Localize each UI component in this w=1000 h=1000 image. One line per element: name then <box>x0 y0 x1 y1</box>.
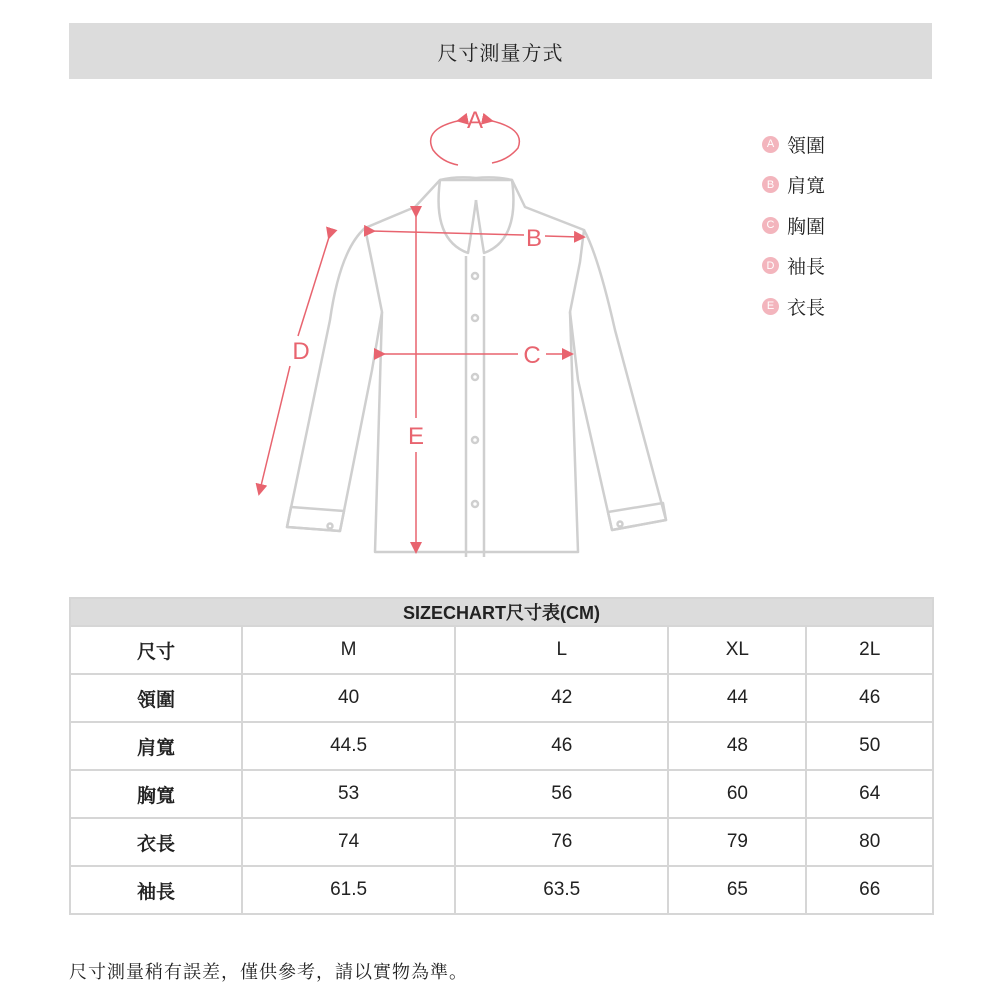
legend-item <box>762 124 825 165</box>
row-label: 肩寬 <box>70 722 242 770</box>
table-cell: 74 <box>242 818 455 866</box>
shirt-measurement-diagram <box>0 80 1000 590</box>
badge-icon: C <box>762 217 779 234</box>
table-cell: 66 <box>806 866 933 914</box>
table-cell: 56 <box>455 770 668 818</box>
label-d: D <box>292 338 310 365</box>
table-cell: 53 <box>242 770 455 818</box>
legend-label: 肩寬 <box>787 175 826 198</box>
row-label: 胸寬 <box>70 770 242 818</box>
table-cell: 80 <box>806 818 933 866</box>
legend-label: 領圍 <box>787 134 826 157</box>
table-cell: 61.5 <box>242 866 455 914</box>
legend-label: 袖長 <box>787 256 826 279</box>
badge-icon: E <box>762 298 779 315</box>
table-cell: 79 <box>668 818 806 866</box>
measurement-legend <box>762 124 825 327</box>
measurement-note: 尺寸測量稍有誤差，僅供參考，請以實物為準。 <box>69 962 468 983</box>
legend-item <box>762 165 825 206</box>
table-row <box>70 818 933 866</box>
page-title: 尺寸測量方式 <box>69 23 932 79</box>
table-cell: 46 <box>806 674 933 722</box>
badge-icon: A <box>762 136 779 153</box>
legend-label: 胸圍 <box>787 215 826 238</box>
row-label: 領圍 <box>70 674 242 722</box>
legend-item <box>762 205 825 246</box>
label-b: B <box>525 225 543 252</box>
label-c: C <box>523 342 541 369</box>
table-row <box>70 770 933 818</box>
table-cell: 44.5 <box>242 722 455 770</box>
legend-item <box>762 286 825 327</box>
legend-item <box>762 246 825 287</box>
table-cell: 76 <box>455 818 668 866</box>
table-cell: 40 <box>242 674 455 722</box>
table-cell: 42 <box>455 674 668 722</box>
row-label: 袖長 <box>70 866 242 914</box>
table-cell: 50 <box>806 722 933 770</box>
table-row <box>70 722 933 770</box>
legend-label: 衣長 <box>787 296 826 319</box>
table-header-row <box>70 626 933 674</box>
header-cell: XL <box>668 626 806 674</box>
header-cell: M <box>242 626 455 674</box>
table-caption: SIZECHART尺寸表(CM) <box>70 598 933 626</box>
badge-icon: D <box>762 257 779 274</box>
table-row <box>70 866 933 914</box>
table-cell: 46 <box>455 722 668 770</box>
measurement-arrows <box>260 120 580 548</box>
table-cell: 65 <box>668 866 806 914</box>
table-cell: 64 <box>806 770 933 818</box>
table-cell: 48 <box>668 722 806 770</box>
header-cell: 尺寸 <box>70 626 242 674</box>
size-chart-table <box>69 597 934 915</box>
table-cell: 44 <box>668 674 806 722</box>
badge-icon: B <box>762 176 779 193</box>
header-cell: 2L <box>806 626 933 674</box>
label-e: E <box>407 423 425 450</box>
table-cell: 60 <box>668 770 806 818</box>
table-cell: 63.5 <box>455 866 668 914</box>
row-label: 衣長 <box>70 818 242 866</box>
label-a: A <box>466 107 484 134</box>
header-cell: L <box>455 626 668 674</box>
table-row <box>70 674 933 722</box>
